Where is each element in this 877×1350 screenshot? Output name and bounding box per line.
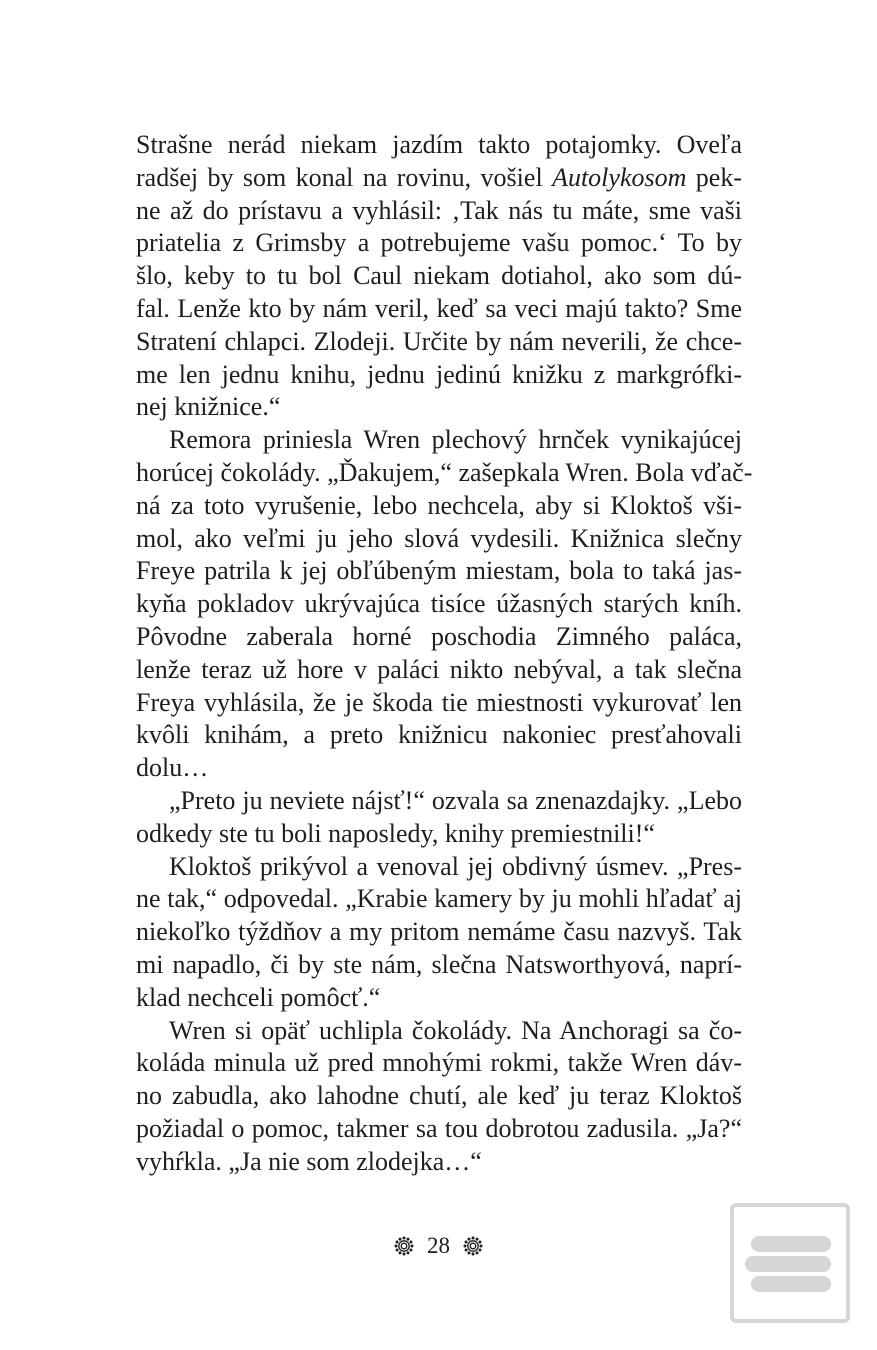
text-line: koláda minula už pred mnohými rokmi, takže Wren dáv- [136,1048,742,1078]
sun-ornament-icon [462,1235,484,1257]
text-line: Remora priniesla Wren plechový hrnček vynikajúcej [169,425,742,455]
text-line: šlo, keby to tu bol Caul niekam dotiahol, ako som dú- [136,261,742,291]
text-line: Freya vyhlásila, že je škoda tie miestnosti vykurovať len [136,687,742,717]
text-line: kvôli knihám, a preto knižnicu nakoniec presťahovali [136,720,742,750]
text-line: Kloktoš prikývol a venoval jej obdivný úsmev. „Pres- [169,851,742,881]
text-line: požiadal o pomoc, takmer sa tou dobrotou zadusila. „Ja?“ [136,1113,742,1143]
text-line: vyhŕkla. „Ja nie som zlodejka…“ [136,1146,482,1176]
text-span: radšej by som konal na rovinu, vošiel [136,162,553,192]
text-line: Freye patrila k jej obľúbeným miestam, bola to taká jas- [136,556,742,586]
text-line: Strašne nerád niekam jazdím takto potajomky. Oveľa [136,130,742,159]
text-line: no zabudla, ako lahodne chutí, ale keď ju teraz Kloktoš [136,1081,742,1111]
text-line: kyňa pokladov ukrývajúca tisíce úžasných starých kníh. [136,589,742,619]
text-line: lenže teraz už hore v paláci nikto nebýval, a tak slečna [136,654,742,684]
text-line: „Preto ju neviete nájsť!“ ozvala sa znenazdajky. „Lebo [169,785,742,815]
text-line: dolu… [136,753,209,783]
page-number: 28 [427,1233,450,1258]
text-span: pek- [686,162,742,192]
text-line: nej knižnice.“ [136,392,281,422]
text-line: horúcej čokolády. „Ďakujem,“ zašepkala Wren. Bola vďač- [136,457,753,487]
page-body [136,129,753,1179]
text-line: ná za toto vyrušenie, lebo nechcela, aby si Kloktoš vši- [136,490,742,520]
text-line: klad nechceli pomôcť.“ [136,982,381,1012]
italic-text: Autolykosom [552,162,687,192]
sun-ornament-icon [393,1235,415,1257]
text-line: mi napadlo, či by ste nám, slečna Natsworthyová, naprí- [136,949,742,979]
text-line: Pôvodne zaberala horné poschodia Zimného paláca, [136,621,742,651]
text-line: odkedy ste tu boli naposledy, knihy premiestnili!“ [136,818,655,848]
text-line [136,162,742,195]
text-line: ne tak,“ odpovedal. „Krabie kamery by ju mohli hľadať aj [136,884,742,914]
text-line: Wren si opäť uchlipla čokolády. Na Anchoragi sa čo- [169,1015,742,1045]
text-line: Stratení chlapci. Zlodeji. Určite by nám neverili, že chce- [136,326,742,356]
text-line: fal. Lenže kto by nám veril, keď sa veci majú takto? Sme [136,293,742,323]
book-stack-icon [729,1202,851,1324]
text-line: me len jednu knihu, jednu jedinú knižku z markgrófki- [136,359,742,389]
text-line: priatelia z Grimsby a potrebujeme vašu pomoc.‘ To by [136,228,742,258]
text-line: mol, ako veľmi ju jeho slová vydesili. Knižnica slečny [136,523,742,553]
text-line: niekoľko týždňov a my pritom nemáme času nazvyš. Tak [136,917,742,947]
text-line: ne až do prístavu a vyhlásil: ‚Tak nás tu máte, sme vaši [136,195,742,225]
